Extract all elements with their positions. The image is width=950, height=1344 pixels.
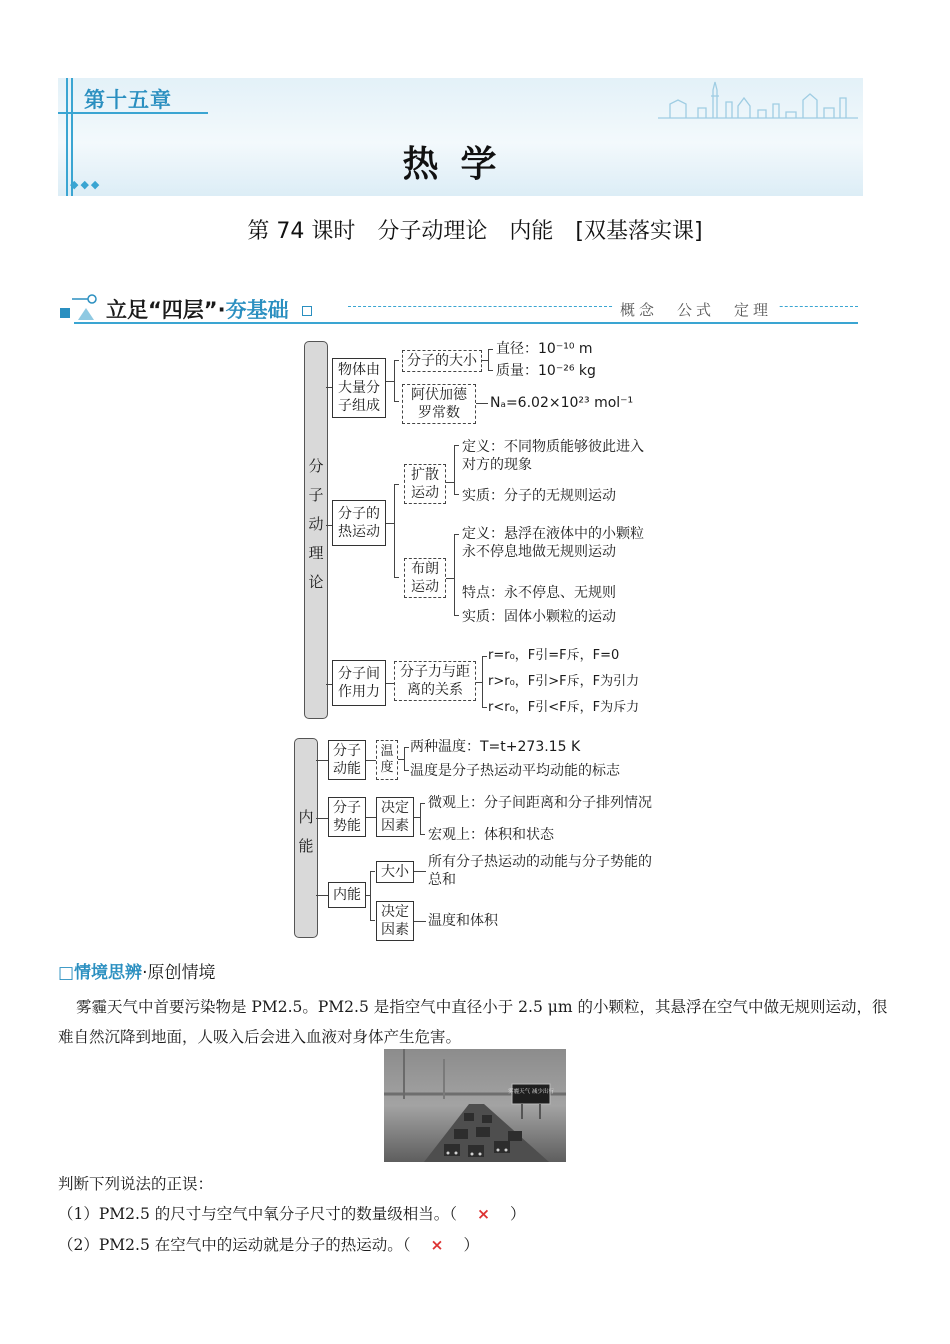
root-kinetic-theory: 分子动理论 [304,341,328,719]
question-close: ） [463,1236,480,1254]
section-underline [74,322,858,324]
node-temperature: 温度 [376,740,398,780]
section-title-prefix: 立足“四层”· [106,298,226,322]
chapter-title: 热学 [402,143,519,185]
question-close: ） [510,1205,526,1223]
city-skyline-icon [658,78,863,138]
leaf-mass: 质量：10⁻²⁶ kg [496,363,596,379]
chapter-label: 第十五章 [84,88,172,112]
question-item [58,1202,526,1224]
scenario-heading [58,958,215,983]
leaf-temperature-mark: 温度是分子热运动平均动能的标志 [410,763,620,779]
leaf-micro: 微观上：分子间距离和分子排列情况 [428,795,652,811]
leaf-force-attract: r>r₀，F引>F斥，F为引力 [488,674,640,689]
node-intermolecular-force: 分子间作用力 [332,660,386,706]
cross-mark: × [477,1205,490,1223]
leaf-diffusion-essence: 实质：分子的无规则运动 [462,488,616,504]
road-sign-text: 雾霾天气 减少出行 [508,1089,554,1095]
leaf-macro: 宏观上：体积和状态 [428,827,554,843]
node-force-distance: 分子力与距离的关系 [394,661,476,701]
leaf-brownian-feature: 特点：永不停息、无规则 [462,585,616,601]
leaf-diameter: 直径：10⁻¹⁰ m [496,341,593,357]
question-item [58,1233,479,1255]
scenario-heading-bold: □情境思辨 [58,963,143,983]
leaf-brownian-definition: 定义：悬浮在液体中的小颗粒永不停息地做无规则运动 [462,526,644,560]
node-potential-energy: 分子势能 [328,797,366,837]
scenario-paragraph: 雾霾天气中首要污染物是 PM2.5。PM2.5 是指空气中直径小于 2.5 μm 的小颗粒，其悬浮在空气中做无规则运动，很难自然沉降到地面，人吸入后会进入血液对身体产生危害。 [58,998,888,1046]
cross-mark: × [430,1236,444,1254]
node-internal-energy: 内能 [328,882,366,908]
node-molecule-size: 分子的大小 [402,350,482,372]
leaf-diffusion-definition: 定义：不同物质能够彼此进入对方的现象 [462,439,644,473]
section-marker-icon [58,290,102,326]
leaf-two-temperatures: 两种温度：T=t+273.15 K [410,739,581,755]
node-thermal-motion: 分子的热运动 [332,500,386,546]
node-brownian: 布朗运动 [404,558,446,598]
diamond-ornament-icon: ◆◆◆ [70,178,102,191]
section-tags: 概念 公式 定理 [614,299,778,320]
node-potential-factors: 决定因素 [376,797,414,837]
leaf-force-equal: r=r₀，F引=F斥，F=0 [488,648,620,663]
root-internal-energy: 内能 [294,738,318,938]
section-title-highlight: 夯基础 [225,298,289,322]
leaf-avogadro-value: Nₐ=6.02×10²³ mol⁻¹ [490,395,634,411]
node-kinetic-energy: 分子动能 [328,740,366,780]
node-avogadro: 阿伏加德罗常数 [402,384,476,424]
leaf-force-repel: r<r₀，F引<F斥，F为斥力 [488,700,640,715]
judgement-prompt: 判断下列说法的正误： [58,1175,214,1193]
section-title [106,294,312,324]
leaf-internal-size: 所有分子热运动的动能与分子势能的总和 [428,854,652,888]
chapter-banner [58,78,863,196]
question-text: （1）PM2.5 的尺寸与空气中氧分子尺寸的数量级相当。（ [58,1205,457,1223]
question-text: （2）PM2.5 在空气中的运动就是分子的热运动。（ [58,1236,411,1254]
node-composition: 物体由大量分子组成 [332,358,386,418]
smog-traffic-photo [384,1049,566,1162]
node-internal-size: 大小 [376,861,414,883]
lesson-title: 第 74 课时 分子动理论 内能 [双基落实课] [247,219,703,244]
node-diffusion: 扩散运动 [404,464,446,504]
dashed-rule [348,306,858,307]
leaf-internal-factors: 温度和体积 [428,913,498,929]
node-internal-factors: 决定因素 [376,901,414,941]
leaf-brownian-essence: 实质：固体小颗粒的运动 [462,609,616,625]
scenario-heading-rest: ·原创情境 [142,963,216,983]
small-square-icon [302,306,312,316]
section-header [58,290,858,326]
